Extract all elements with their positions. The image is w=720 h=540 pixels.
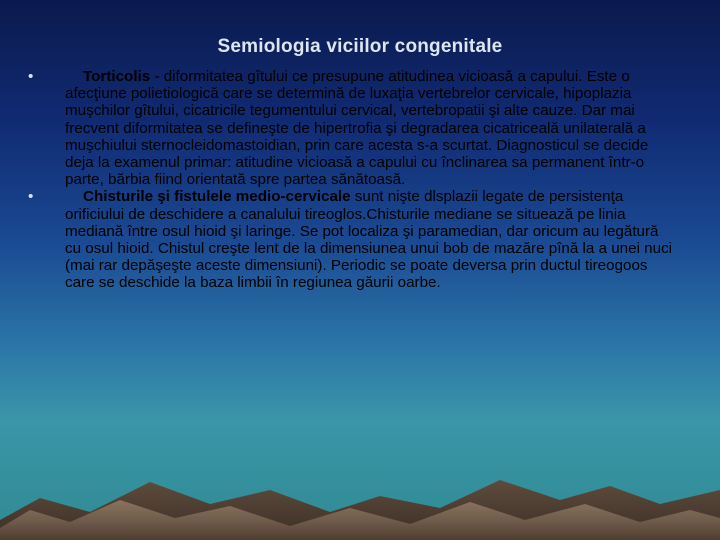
bullet-term: Torticolis	[83, 68, 151, 85]
mountain-range-graphic	[0, 460, 720, 540]
bullet-dot-icon: •	[28, 188, 34, 206]
slide-content	[28, 68, 678, 292]
bullet-text: sunt nişte dlsplazii legate de persistenţa orificiului de deschidere a canalului tireoglos.Chisturile mediane se situează pe linia mediană între osul hioid şi laringe. Se pot localiza şi paramedian, dar oricum au legătură cu osul hioid. Chistul creşte lent de la dimensiunea unui bob de mazăre pînă la a unei nuci (mai rar depăşeşte aceste dimensiuni). Periodic se poate deversa prin ductul tireogoos care se deschide la baza limbii în regiunea găurii oarbe.	[65, 188, 673, 292]
bullet-item-chisturile	[28, 188, 678, 291]
bullet-term: Chisturile şi fistulele medio-cervicale	[83, 188, 351, 206]
bullet-text: - diformitatea gîtului ce presupune atitudinea vicioasă a capului. Este o afecţiune polietiologică care se determină de luxaţia vertebrelor cervicale, hipoplazia muşchilor gîtului, cicatricile tegumentului cervical, vertebropatii şi alte cauze. Dar mai frecvent diformitatea se defineşte de hipertrofia şi degradarea cicatricealǎ unilaterală a muşchiului sternocleidomastoidian, prin care acesta s-a scurtat. Diagnosticul se decide deja la examenul primar: atitudine vicioasă a capului cu înclinarea sa permanent într-o parte, bărbia fiind orientată spre partea sănătoasă.	[65, 68, 649, 189]
bullet-dot-icon: •	[28, 68, 34, 85]
bullet-item-torticolis	[28, 68, 678, 188]
slide-title: Semiologia viciilor congenitale	[217, 36, 503, 57]
